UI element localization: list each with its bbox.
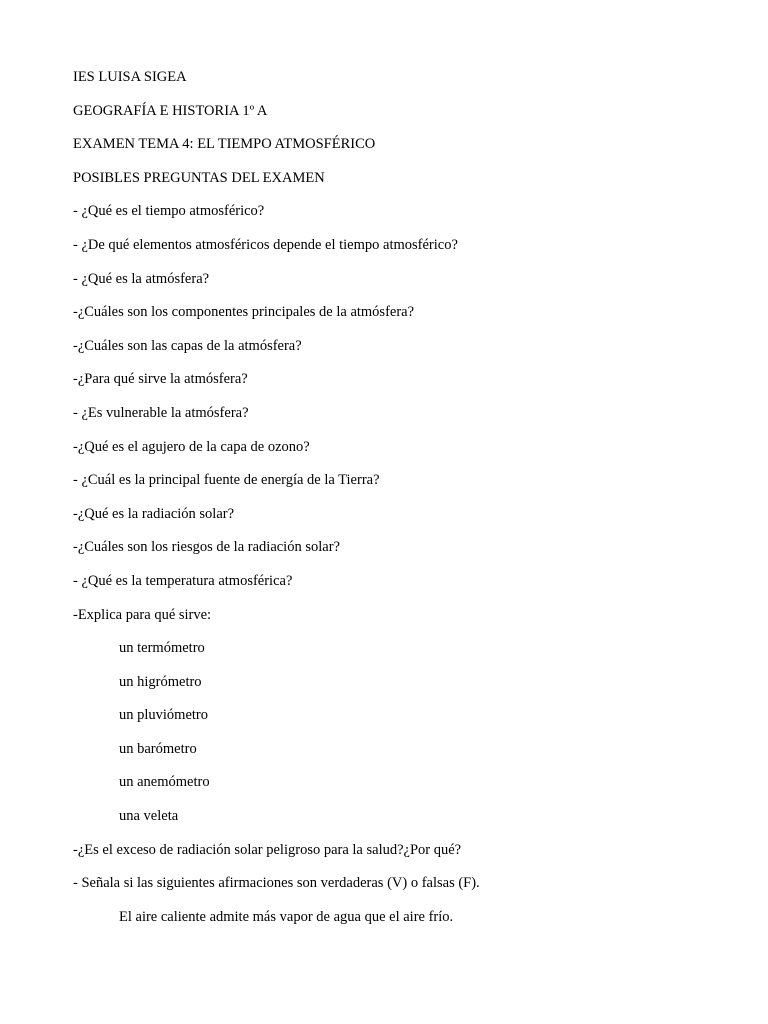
question-item: - ¿Qué es el tiempo atmosférico? [73,203,265,220]
question-item: - ¿Es vulnerable la atmósfera? [73,404,249,421]
exam-subtitle: POSIBLES PREGUNTAS DEL EXAMEN [73,169,325,186]
instrument-item: un pluviómetro [119,707,209,724]
question-item: - ¿Qué es la temperatura atmosférica? [73,572,293,589]
question-item: -¿Qué es la radiación solar? [73,505,235,522]
question-item: -¿Cuáles son los riesgos de la radiación solar? [73,539,340,556]
question-item: -¿Cuáles son los componentes principales de la atmósfera? [73,304,415,321]
statement-item: El aire caliente admite más vapor de agua que el aire frío. [119,908,454,925]
instrument-item: una veleta [119,808,179,825]
question-item: - ¿Cuál es la principal fuente de energía de la Tierra? [73,472,380,489]
school-name: IES LUISA SIGEA [73,69,187,85]
exam-title: EXAMEN TEMA 4: EL TIEMPO ATMOSFÉRICO [73,136,376,153]
instrument-item: un anemómetro [119,774,210,791]
question-item: -¿Para qué sirve la atmósfera? [73,371,248,388]
instrument-item: un barómetro [119,740,197,757]
question-item: - ¿Qué es la atmósfera? [73,270,210,287]
question-item: -¿Cuáles son las capas de la atmósfera? [73,337,302,354]
instrument-item: un higrómetro [119,673,202,690]
question-item: -¿Qué es el agujero de la capa de ozono? [73,438,310,455]
course-name: GEOGRAFÍA E HISTORIA 1º A [73,102,268,119]
question-item: - ¿De qué elementos atmosféricos depende el tiempo atmosférico? [73,236,458,253]
document-page [73,66,713,939]
question-radiation: -¿Es el exceso de radiación solar peligroso para la salud?¿Por qué? [73,841,462,858]
true-false-prompt: - Señala si las siguientes afirmaciones son verdaderas (V) o falsas (F). [73,875,480,892]
explain-prompt: -Explica para qué sirve: [73,606,212,623]
instrument-item: un termómetro [119,640,205,657]
